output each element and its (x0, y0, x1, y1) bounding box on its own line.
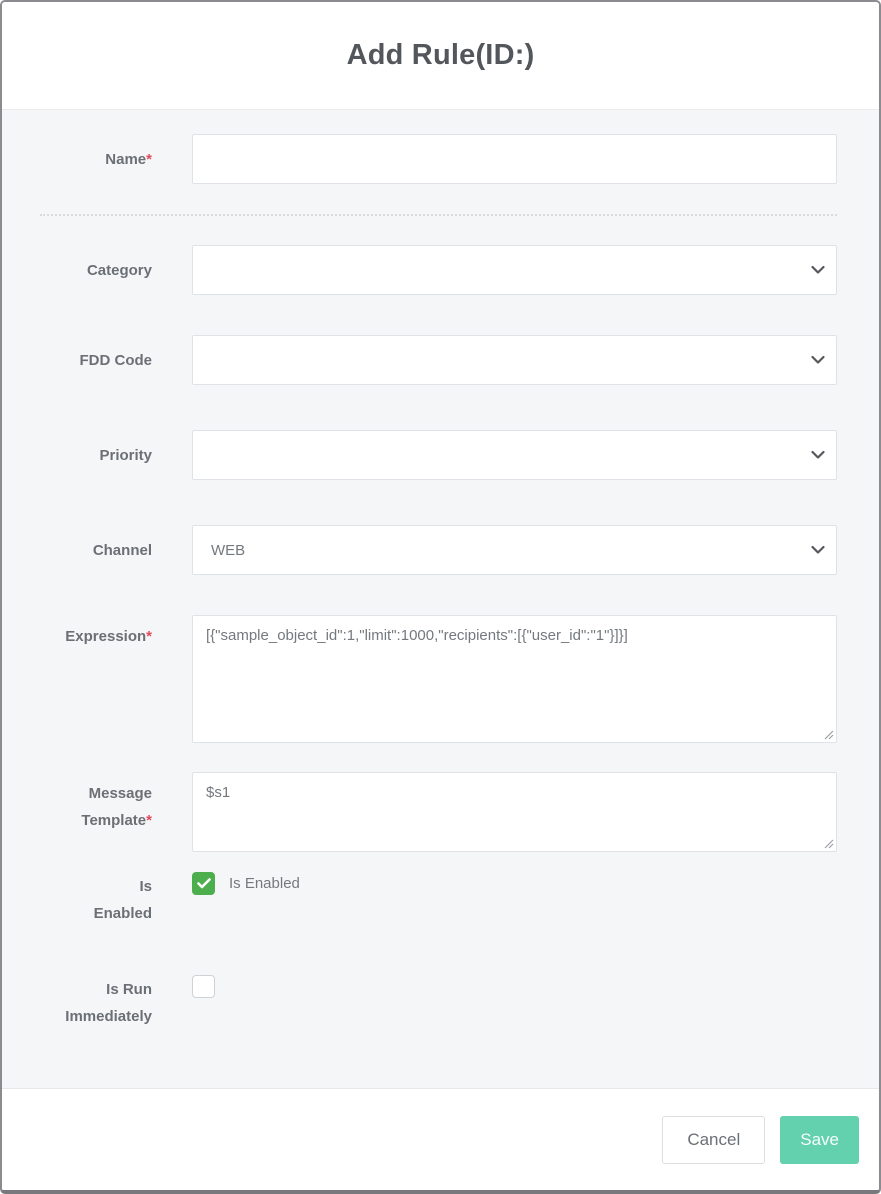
resize-handle-icon[interactable] (824, 730, 834, 740)
required-marker: * (146, 150, 152, 168)
channel-select[interactable] (192, 525, 837, 575)
name-row (40, 134, 837, 184)
required-marker: * (146, 812, 152, 829)
message-template-label: Message Template* (81, 785, 152, 829)
priority-select[interactable] (192, 430, 837, 480)
section-divider (40, 214, 837, 216)
is-run-immediately-row (40, 975, 837, 1030)
channel-row (40, 525, 837, 575)
is-enabled-label: Is Enabled (93, 878, 152, 922)
fdd-code-select[interactable] (192, 335, 837, 385)
name-label: Name* (105, 150, 152, 168)
category-row (40, 245, 837, 295)
fdd-code-row (40, 335, 837, 385)
fdd-code-label: FDD Code (79, 351, 152, 369)
is-enabled-checkbox-label: Is Enabled (229, 875, 300, 892)
resize-handle-icon[interactable] (824, 839, 834, 849)
is-enabled-row (40, 872, 837, 927)
dialog-title: Add Rule(ID:) (346, 39, 535, 71)
priority-label: Priority (99, 446, 152, 464)
category-select[interactable] (192, 245, 837, 295)
priority-row (40, 430, 837, 480)
required-marker: * (146, 628, 152, 645)
expression-textarea[interactable] (192, 615, 837, 743)
dialog-body (2, 110, 879, 1088)
message-template-row (40, 772, 837, 852)
checkmark-icon (197, 878, 211, 889)
dialog-footer (2, 1088, 879, 1190)
is-enabled-checkbox[interactable] (192, 872, 215, 895)
is-run-immediately-label: Is Run Immediately (65, 981, 152, 1025)
cancel-button[interactable]: Cancel (662, 1116, 765, 1164)
is-run-immediately-checkbox[interactable] (192, 975, 215, 998)
expression-label: Expression* (65, 628, 152, 645)
dialog-header (2, 2, 879, 110)
channel-label: Channel (92, 541, 152, 559)
expression-row (40, 615, 837, 743)
name-input[interactable] (192, 134, 837, 184)
save-button[interactable]: Save (780, 1116, 859, 1164)
category-label: Category (86, 261, 152, 279)
message-template-textarea[interactable] (192, 772, 837, 852)
